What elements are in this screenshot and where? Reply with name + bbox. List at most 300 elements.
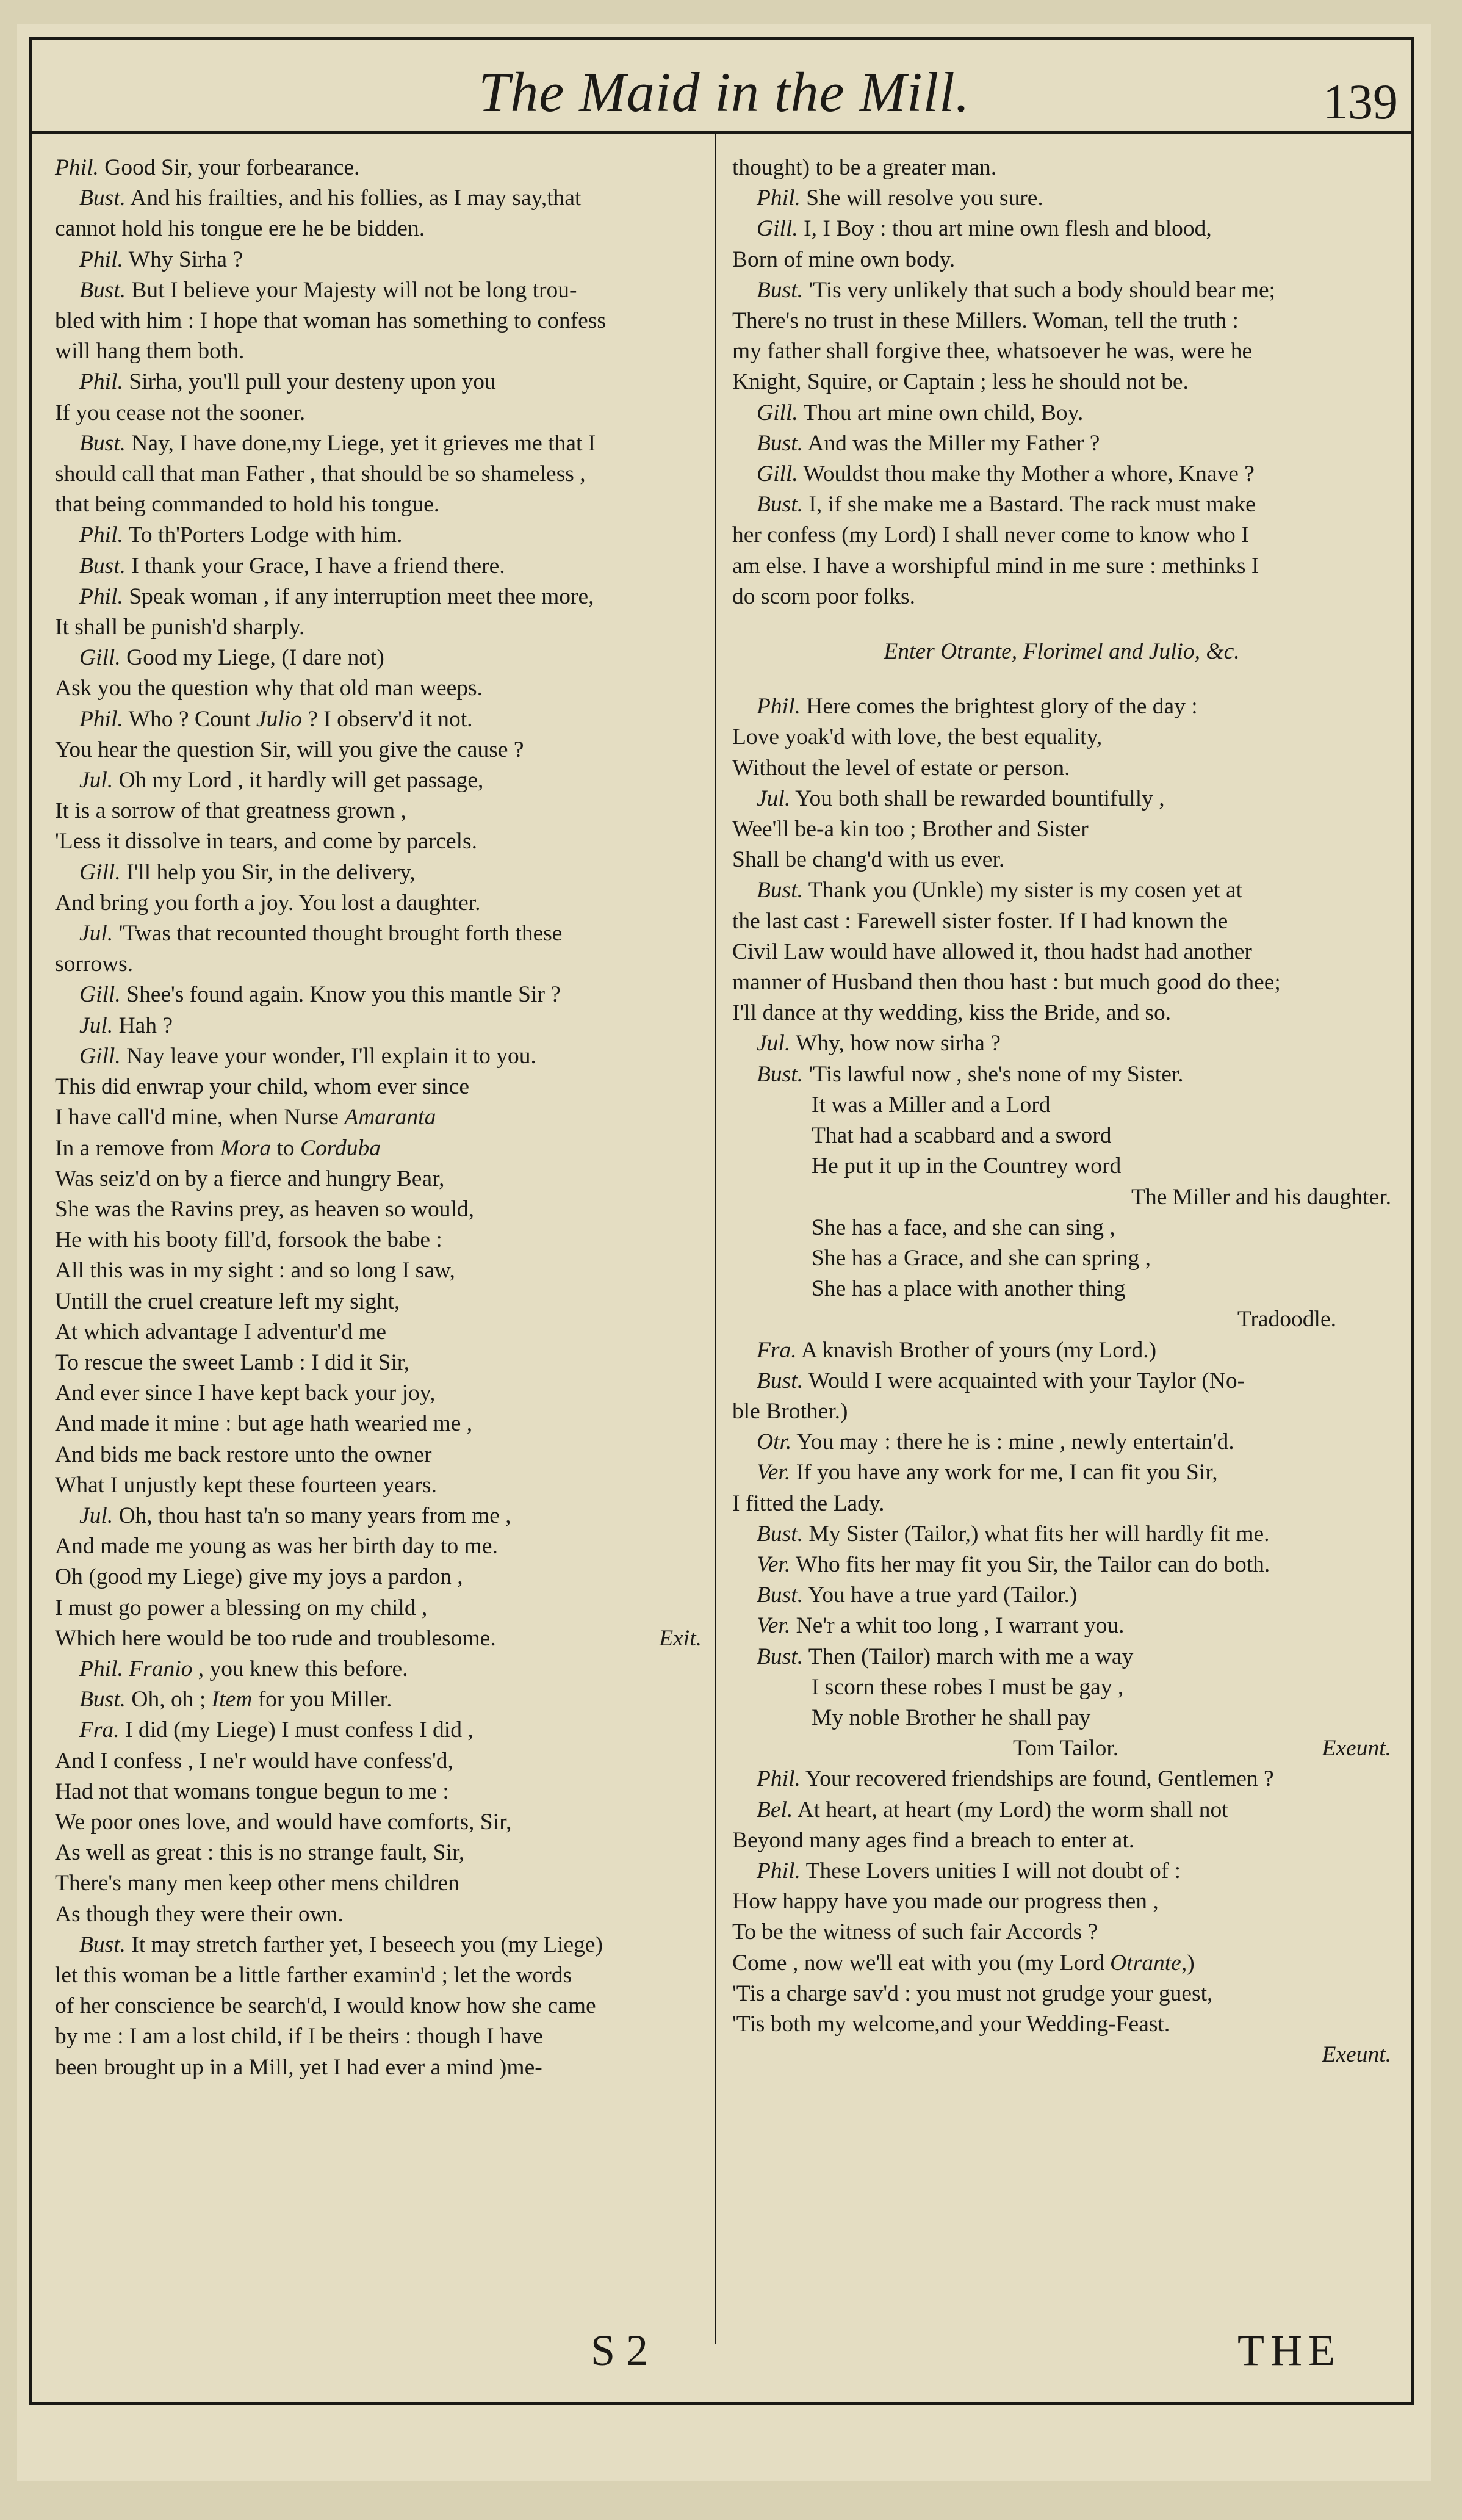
text-line (55, 1348, 702, 1378)
text-line (732, 336, 1391, 367)
line-text: In a remove from (55, 1135, 220, 1161)
text-line (55, 1777, 702, 1807)
line-text: There's no trust in these Millers. Woman, tell the truth : (732, 308, 1239, 334)
speaker-name: Phil. (79, 522, 123, 548)
text-line (732, 183, 1391, 214)
text-line (732, 1519, 1391, 1550)
speaker-name: Phil. (79, 583, 123, 609)
text-line (732, 1182, 1391, 1213)
text-line (55, 1164, 702, 1194)
emphasis: Corduba (300, 1135, 381, 1161)
catchword: THE (1237, 2326, 1341, 2375)
text-line (55, 398, 702, 428)
text-line (732, 1703, 1391, 1733)
line-text: for you Miller. (252, 1687, 392, 1713)
emphasis: Julio (256, 706, 302, 732)
text-line (732, 1028, 1391, 1059)
text-line (55, 919, 702, 949)
line-text: To rescue the sweet Lamb : I did it Sir, (55, 1349, 410, 1375)
line-text: And bids me back restore unto the owner (55, 1442, 432, 1467)
text-line (55, 1868, 702, 1899)
speaker-name: Bust. (79, 553, 126, 579)
line-text: Knight, Squire, or Captain ; less he should not be. (732, 369, 1189, 395)
speaker-name: Fra. (79, 1717, 120, 1743)
text-line (55, 1470, 702, 1501)
text-line (732, 937, 1391, 967)
line-text: cannot hold his tongue ere he be bidden. (55, 216, 425, 242)
line-text: She has a Grace, and she can spring , (812, 1245, 1151, 1271)
text-line (55, 612, 702, 643)
speaker-name: Bust. (757, 277, 804, 303)
line-text: It shall be punish'd sharply. (55, 615, 305, 640)
text-line (732, 1917, 1391, 1948)
line-text: And bring you forth a joy. You lost a daughter. (55, 890, 481, 915)
text-line (55, 765, 702, 796)
speaker-name: Fra. (757, 1337, 797, 1363)
line-text: her confess (my Lord) I shall never come to know who I (732, 522, 1249, 548)
line-text: Oh (good my Liege) give my joys a pardon , (55, 1564, 463, 1590)
text-line (55, 245, 702, 275)
speaker-name: Ver. (757, 1551, 791, 1577)
line-text: Why, how now sirha ? (790, 1031, 1001, 1056)
line-text: I fitted the Lady. (732, 1490, 885, 1516)
line-text: , you knew this before. (192, 1656, 408, 1681)
line-text: am else. I have a worshipful mind in me sure : methinks I (732, 553, 1259, 579)
speaker-name: Phil. (757, 186, 801, 211)
text-line (732, 1979, 1391, 2009)
text-line (55, 1194, 702, 1225)
text-line (732, 1948, 1391, 1979)
line-text: The Miller and his daughter. (1131, 1184, 1391, 1210)
text-line (732, 722, 1391, 753)
text-line (55, 336, 702, 367)
line-text: Civil Law would have allowed it, thou hadst had another (732, 939, 1252, 964)
speaker-name: Bust. (79, 277, 126, 303)
line-text: Without the level of estate or person. (732, 755, 1070, 781)
text-line (732, 1580, 1391, 1611)
line-text: Ne'r a whit too long , I warrant you. (790, 1613, 1125, 1639)
line-text: my father shall forgive thee, whatsoever he was, were he (732, 339, 1253, 364)
line-text: Shall be chang'd with us ever. (732, 847, 1005, 873)
speaker-name: Bel. (757, 1797, 793, 1822)
page (17, 24, 1431, 2481)
line-text: And made me young as was her birth day to me. (55, 1534, 498, 1559)
speaker-name: Bust. (79, 430, 126, 456)
text-line (55, 1593, 702, 1623)
text-line (55, 1562, 702, 1592)
line-text: To th'Porters Lodge with him. (123, 522, 403, 548)
speaker-name: Bust. (757, 492, 804, 518)
line-text: As though they were their own. (55, 1901, 344, 1927)
text-line (732, 1427, 1391, 1457)
text-line (732, 1611, 1391, 1641)
text-line (55, 1409, 702, 1439)
line-text: been brought up in a Mill, yet I had ever a mind )me- (55, 2054, 542, 2080)
text-line (55, 1715, 702, 1746)
right-column (732, 153, 1391, 2070)
left-column (55, 153, 702, 2083)
text-line (732, 875, 1391, 906)
line-text: She was the Ravins prey, as heaven so would, (55, 1196, 475, 1222)
text-line (55, 1746, 702, 1777)
line-text: Which here would be too rude and troublesome. (55, 1625, 496, 1651)
speaker-name: Gill. (79, 1043, 121, 1069)
speaker-name: Bust. (757, 878, 804, 903)
stage-direction (732, 637, 1391, 667)
text-line (55, 1317, 702, 1348)
line-text: How happy have you made our progress then , (732, 1889, 1159, 1915)
text-line (732, 1764, 1391, 1794)
text-line (55, 888, 702, 919)
emphasis: Amaranta (344, 1105, 436, 1130)
line-text: 'Twas that recounted thought brought forth these (113, 921, 563, 947)
stage-direction-text: Enter Otrante, Florimel and Julio, &c. (884, 639, 1240, 665)
speaker-name: Gill. (79, 859, 121, 885)
text-line (55, 1225, 702, 1255)
text-line (732, 1335, 1391, 1366)
line-text: by me : I am a lost child, if I be theirs : though I have (55, 2024, 543, 2049)
text-line (732, 1213, 1391, 1243)
line-text: You have a true yard (Tailor.) (803, 1583, 1078, 1608)
line-text: And his frailties, and his follies, as I may say,that (126, 186, 582, 211)
line-text: I, I Boy : thou art mine own flesh and blood, (798, 216, 1212, 242)
line-text: And made it mine : but age hath wearied me , (55, 1411, 473, 1437)
line-text: It was a Miller and a Lord (812, 1092, 1051, 1117)
line-text: Would I were acquainted with your Taylor (No- (803, 1368, 1245, 1393)
text-line (55, 704, 702, 735)
line-text: 'Tis both my welcome,and your Wedding-Feast. (732, 2011, 1170, 2037)
line-text: Wouldst thou make thy Mother a whore, Knave ? (798, 461, 1255, 487)
line-text: should call that man Father , that should be so shameless , (55, 461, 586, 487)
speaker-name: Bust. (757, 1583, 804, 1608)
speaker-name: Bust. (757, 1368, 804, 1393)
text-line (732, 2040, 1391, 2070)
line-text: Why Sirha ? (123, 247, 243, 272)
line-text: Oh, thou hast ta'n so many years from me , (113, 1503, 511, 1528)
text-line (732, 998, 1391, 1028)
line-text: Beyond many ages find a breach to enter at. (732, 1827, 1135, 1853)
text-line (732, 2009, 1391, 2040)
line-text: Then (Tailor) march with me a way (803, 1644, 1134, 1669)
text-line (55, 1531, 702, 1562)
line-text: of her conscience be search'd, I would know how she came (55, 1993, 596, 2019)
text-line (732, 398, 1391, 428)
text-line (732, 1550, 1391, 1580)
speaker-name: Bust. (757, 430, 804, 456)
line-text: There's many men keep other mens children (55, 1871, 459, 1896)
line-gap (732, 612, 1391, 637)
line-text: Oh, oh ; (126, 1687, 212, 1713)
text-line (732, 1060, 1391, 1090)
line-text: to (271, 1135, 300, 1161)
text-line (732, 367, 1391, 397)
text-line (732, 784, 1391, 814)
text-line (732, 214, 1391, 244)
text-line (732, 1733, 1391, 1764)
speaker-name: Otr. (757, 1429, 792, 1455)
text-line (732, 1642, 1391, 1672)
text-line (732, 1304, 1391, 1335)
line-text: If you cease not the sooner. (55, 400, 306, 425)
line-text: We poor ones love, and would have comforts, Sir, (55, 1809, 512, 1835)
text-line (732, 814, 1391, 845)
text-line (55, 1960, 702, 1991)
speaker-name: Jul. (79, 1013, 113, 1038)
line-text: do scorn poor folks. (732, 583, 915, 609)
text-line (732, 967, 1391, 998)
line-text: I have call'd mine, when Nurse (55, 1105, 345, 1130)
text-line (732, 153, 1391, 183)
line-text: He put it up in the Countrey word (812, 1153, 1122, 1179)
text-line (732, 906, 1391, 937)
text-line (55, 673, 702, 704)
line-text: Good Sir, your forbearance. (98, 155, 360, 180)
line-text: manner of Husband then thou hast : but much good do thee; (732, 970, 1281, 995)
line-text: Here comes the brightest glory of the day : (800, 694, 1198, 720)
emphasis: Franio (123, 1656, 193, 1681)
speaker-name: Bust. (79, 1932, 126, 1957)
line-text: Hah ? (113, 1013, 173, 1038)
line-text: 'Tis very unlikely that such a body should bear me; (803, 277, 1276, 303)
text-line (732, 1672, 1391, 1703)
line-gap (732, 667, 1391, 691)
line-text: let this woman be a little farther examin'd ; let the words (55, 1962, 572, 1988)
text-line (732, 1489, 1391, 1519)
speaker-name: Jul. (79, 1503, 113, 1528)
line-text: Speak woman , if any interruption meet thee more, (123, 583, 594, 609)
text-line (55, 949, 702, 980)
line-text: It is a sorrow of that greatness grown , (55, 798, 406, 824)
text-line (55, 1011, 702, 1041)
line-text: Was seiz'd on by a fierce and hungry Bear, (55, 1166, 445, 1191)
text-line (732, 1886, 1391, 1917)
line-text: What I unjustly kept these fourteen years. (55, 1472, 437, 1498)
text-line (55, 367, 702, 397)
line-text: Ask you the question why that old man weeps. (55, 676, 483, 701)
text-line (55, 1072, 702, 1102)
speaker-name: Phil. (79, 706, 123, 732)
text-line (732, 1825, 1391, 1856)
text-line (55, 153, 702, 183)
text-line (55, 428, 702, 459)
text-line (55, 1623, 702, 1654)
line-text: She has a place with another thing (812, 1276, 1126, 1302)
text-line (732, 691, 1391, 722)
speaker-name: Phil. (757, 1858, 801, 1883)
text-line (55, 980, 702, 1010)
text-line (732, 1795, 1391, 1825)
text-line (55, 1041, 702, 1072)
line-text: I thank your Grace, I have a friend there. (126, 553, 505, 579)
line-text: I must go power a blessing on my child , (55, 1595, 428, 1620)
speaker-name: Phil. (55, 155, 99, 180)
text-line (55, 306, 702, 336)
line-text: Tradoodle. (1237, 1307, 1336, 1332)
speaker-name: Jul. (79, 768, 113, 793)
speaker-name: Bust. (79, 186, 126, 211)
text-line (732, 1366, 1391, 1396)
text-line (55, 1501, 702, 1531)
line-text: Thank you (Unkle) my sister is my cosen yet at (803, 878, 1243, 903)
line-text: 'Tis lawful now , she's none of my Sister. (803, 1061, 1184, 1087)
text-line (55, 1378, 702, 1409)
line-text: I, if she make me a Bastard. The rack must make (803, 492, 1256, 518)
text-line (55, 826, 702, 857)
line-text: Your recovered friendships are found, Gentlemen ? (800, 1766, 1274, 1792)
line-text: And I confess , I ne'r would have confess'd, (55, 1748, 453, 1774)
line-text: Shee's found again. Know you this mantle Sir ? (120, 982, 561, 1008)
speaker-name: Jul. (79, 921, 113, 947)
text-line (55, 1807, 702, 1838)
text-line (55, 796, 702, 826)
text-line (55, 2021, 702, 2052)
text-line (55, 1899, 702, 1930)
speaker-name: Gill. (757, 216, 798, 242)
speaker-name: Bust. (757, 1061, 804, 1087)
speaker-name: Gill. (757, 461, 798, 487)
text-line (55, 1255, 702, 1286)
text-line (55, 1930, 702, 1960)
line-text: ? I observ'd it not. (301, 706, 473, 732)
line-text: I'll dance at thy wedding, kiss the Bride, and so. (732, 1000, 1172, 1026)
column-divider (715, 134, 716, 2344)
text-line (732, 845, 1391, 875)
speaker-name: Jul. (757, 1031, 791, 1056)
text-line (55, 1838, 702, 1868)
speaker-name: Phil. (79, 1656, 123, 1681)
line-text: She has a face, and she can sing , (812, 1215, 1115, 1240)
line-text: Thou art mine own child, Boy. (798, 400, 1084, 425)
line-text: And ever since I have kept back your joy, (55, 1381, 436, 1406)
line-text: bled with him : I hope that woman has something to confess (55, 308, 606, 334)
text-line (55, 643, 702, 673)
text-line (732, 551, 1391, 582)
speaker-name: Ver. (757, 1613, 791, 1639)
text-line (55, 582, 702, 612)
text-line (732, 1090, 1391, 1121)
text-line (732, 1121, 1391, 1151)
line-text: At heart, at heart (my Lord) the worm shall not (793, 1797, 1228, 1822)
line-text: Good my Liege, (I dare not) (120, 645, 384, 671)
line-text: And was the Miller my Father ? (803, 430, 1100, 456)
text-line (732, 1151, 1391, 1182)
speaker-name: Bust. (757, 1521, 804, 1547)
text-line (55, 183, 702, 214)
text-line (55, 214, 702, 244)
text-line (55, 489, 702, 520)
text-line (732, 428, 1391, 459)
speaker-name: Phil. (79, 247, 123, 272)
text-line (732, 306, 1391, 336)
line-text: Nay, I have done,my Liege, yet it grieves me that I (126, 430, 596, 456)
line-text: It may stretch farther yet, I beseech you (my Liege) (126, 1932, 603, 1957)
header-rule (29, 131, 1414, 134)
text-line (55, 1991, 702, 2021)
line-text: As well as great : this is no strange fault, Sir, (55, 1840, 465, 1866)
page-number: 139 (1323, 74, 1398, 129)
line-text: thought) to be a greater man. (732, 155, 997, 180)
speaker-name: Jul. (757, 785, 791, 811)
emphasis: Item (211, 1687, 253, 1713)
speaker-name: Gill. (79, 645, 121, 671)
text-line (732, 753, 1391, 784)
stage-direction-exit: Exit. (659, 1625, 702, 1651)
line-text: Oh my Lord , it hardly will get passage, (113, 768, 484, 793)
emphasis: Mora (220, 1135, 272, 1161)
text-line (55, 2052, 702, 2083)
speaker-name: Phil. (79, 369, 123, 395)
line-text: sorrows. (55, 951, 134, 977)
line-text: I scorn these robes I must be gay , (812, 1674, 1124, 1700)
text-line (732, 520, 1391, 551)
text-line (732, 1856, 1391, 1886)
line-text: This did enwrap your child, whom ever since (55, 1074, 469, 1100)
text-line (732, 489, 1391, 520)
line-text: But I believe your Majesty will not be long trou- (126, 277, 577, 303)
text-line (732, 1274, 1391, 1304)
text-line (732, 1396, 1391, 1427)
text-line (55, 551, 702, 582)
line-text: Love yoak'd with love, the best equality, (732, 724, 1103, 750)
speaker-name: Ver. (757, 1460, 791, 1486)
line-text: ble Brother.) (732, 1398, 848, 1424)
text-line (732, 245, 1391, 275)
line-text: She will resolve you sure. (800, 186, 1043, 211)
text-line (732, 459, 1391, 489)
line-text: I'll help you Sir, in the delivery, (120, 859, 416, 885)
line-text: Who fits her may fit you Sir, the Tailor can do both. (790, 1551, 1270, 1577)
text-line (55, 1102, 702, 1133)
speaker-name: Phil. (757, 694, 801, 720)
line-text: Had not that womans tongue begun to me : (55, 1778, 449, 1804)
line-text: that being commanded to hold his tongue. (55, 492, 440, 518)
line-text: A knavish Brother of yours (my Lord.) (796, 1337, 1157, 1363)
text-line (55, 1133, 702, 1164)
line-text: Tom Tailor. (1013, 1736, 1119, 1761)
line-text: My Sister (Tailor,) what fits her will hardly fit me. (803, 1521, 1270, 1547)
text-line (55, 275, 702, 306)
line-text: You hear the question Sir, will you give the cause ? (55, 737, 524, 762)
stage-direction-exit: Exeunt. (1322, 1736, 1391, 1761)
line-text: Nay leave your wonder, I'll explain it to you. (120, 1043, 536, 1069)
speaker-name: Phil. (757, 1766, 801, 1792)
text-line (55, 1287, 702, 1317)
line-text: 'Tis a charge sav'd : you must not grudge your guest, (732, 1980, 1213, 2006)
speaker-name: Bust. (79, 1687, 126, 1713)
text-line (732, 582, 1391, 612)
text-line (732, 275, 1391, 306)
speaker-name: Gill. (79, 982, 121, 1008)
line-text: Sirha, you'll pull your desteny upon you (123, 369, 496, 395)
emphasis: Otrante (1110, 1950, 1181, 1976)
text-line (55, 1440, 702, 1470)
text-line (55, 459, 702, 489)
line-text: ,) (1181, 1950, 1195, 1976)
line-text: will hang them both. (55, 339, 245, 364)
line-text: All this was in my sight : and so long I saw, (55, 1258, 455, 1283)
line-text: You both shall be rewarded bountifully , (790, 785, 1165, 811)
text-line (55, 1654, 702, 1684)
line-text: You may : there he is : mine , newly entertain'd. (791, 1429, 1234, 1455)
line-text: Who ? Count (123, 706, 256, 732)
line-text: My noble Brother he shall pay (812, 1705, 1091, 1730)
line-text: Untill the cruel creature left my sight, (55, 1288, 400, 1314)
line-text: Exeunt. (1322, 2042, 1391, 2068)
text-line (732, 1457, 1391, 1488)
line-text: 'Less it dissolve in tears, and come by parcels. (55, 829, 477, 854)
text-line (55, 520, 702, 551)
line-text: Wee'll be-a kin too ; Brother and Sister (732, 817, 1089, 842)
